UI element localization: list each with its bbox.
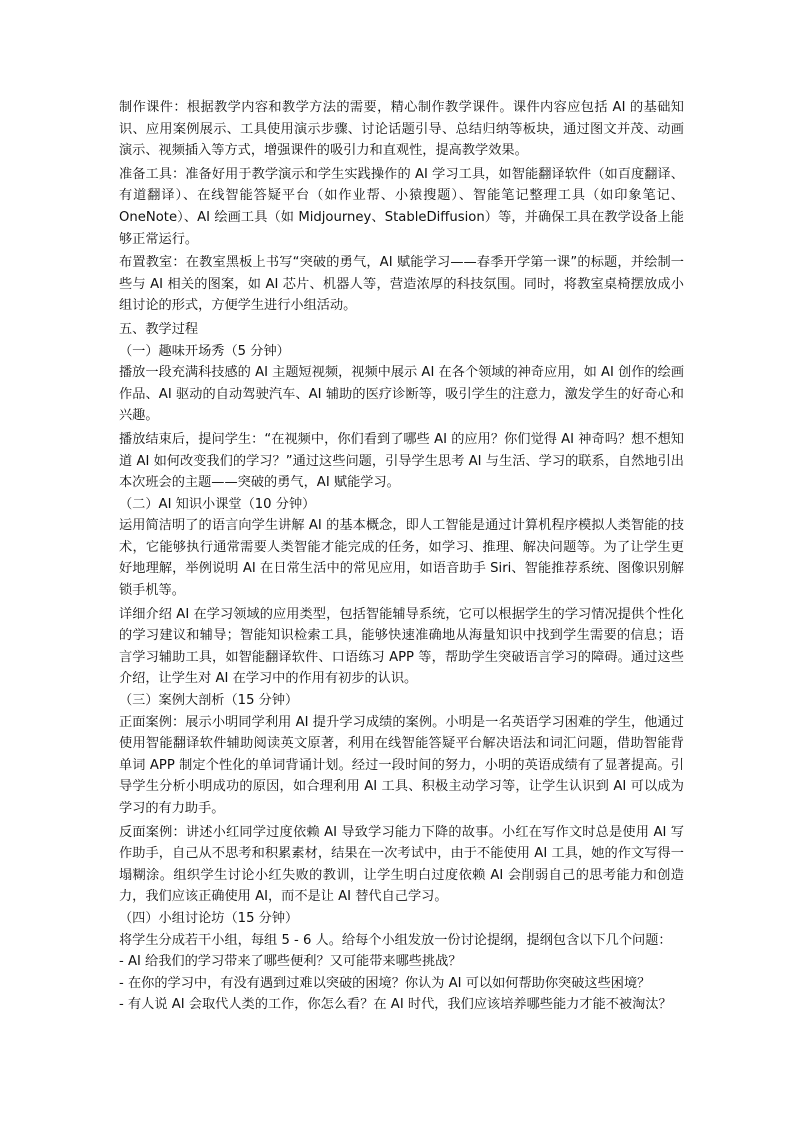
paragraph-tools: 准备工具：准备好用于教学演示和学生实践操作的 AI 学习工具，如智能翻译软件（如百度翻译、有道翻译）、在线智能答疑平台（如作业帮、小猿搜题）、智能笔记整理工具（如印象笔记、OneNote）、AI 绘画工具（如 Midjourney、StableDiffusion）等，并确保工具在教学设备上能够正常运行。 [119, 166, 684, 247]
paragraph-grouping: 将学生分成若干小组，每组 5 - 6 人。给每个小组发放一份讨论提纲，提纲包含以下几个问题： [119, 932, 672, 948]
section-heading-teaching-process: 五、教学过程 [119, 321, 199, 337]
list-item: - 有人说 AI 会取代人类的工作，你怎么看？在 AI 时代，我们应该培养哪些能力才能不被淘汰？ [119, 997, 672, 1013]
paragraph-classroom: 布置教室：在教室黑板上书写“突破的勇气，AI 赋能学习——春季开学第一课”的标题，并绘制一些与 AI 相关的图案，如 AI 芯片、机器人等，营造浓厚的科技氛围。同时，将教室桌椅摆放成小组讨论的形式，方便学生进行小组活动。 [119, 255, 684, 314]
list-item: - AI 给我们的学习带来了哪些便利？又可能带来哪些挑战？ [119, 954, 462, 970]
list-item: - 在你的学习中，有没有遇到过难以突破的困境？你认为 AI 可以如何帮助你突破这些困境？ [119, 975, 651, 991]
paragraph-positive-case: 正面案例：展示小明同学利用 AI 提升学习成绩的案例。小明是一名英语学习困难的学生，他通过使用智能翻译软件辅助阅读英文原著，利用在线智能答疑平台解决语法和词汇问题，借助智能背单词 APP 制定个性化的单词背诵计划。经过一段时间的努力，小明的英语成绩有了显著提高。引导学生分析小明成功的原因，如合理利用 AI 工具、积极主动学习等，让学生认识到 AI 可以成为学习的有力助手。 [119, 714, 684, 816]
subheading-knowledge: （二）AI 知识小课堂（10 分钟） [119, 496, 316, 512]
paragraph-video: 播放一段充满科技感的 AI 主题短视频，视频中展示 AI 在各个领域的神奇应用，如 AI 创作的绘画作品、AI 驱动的自动驾驶汽车、AI 辅助的医疗诊断等，吸引学生的注意力，激发学生的好奇心和兴趣。 [119, 365, 685, 424]
paragraph-courseware: 制作课件：根据教学内容和教学方法的需要，精心制作教学课件。课件内容应包括 AI 的基础知识、应用案例展示、工具使用演示步骤、讨论话题引导、总结归纳等板块，通过图文并茂、动画演示、视频插入等方式，增强课件的吸引力和直观性，提高教学效果。 [119, 100, 684, 159]
paragraph-ai-concept: 运用简洁明了的语言向学生讲解 AI 的基本概念，即人工智能是通过计算机程序模拟人类智能的技术，它能够执行通常需要人类智能才能完成的任务，如学习、推理、解决问题等。为了让学生更好地理解，举例说明 AI 在日常生活中的常见应用，如语音助手 Siri、智能推荐系统、图像识别解锁手机等。 [119, 518, 684, 599]
document-body [119, 97, 684, 1016]
paragraph-ai-applications: 详细介绍 AI 在学习领域的应用类型，包括智能辅导系统，它可以根据学生的学习情况提供个性化的学习建议和辅导；智能知识检索工具，能够快速准确地从海量知识中找到学生需要的信息；语言学习辅助工具，如智能翻译软件、口语练习 APP 等，帮助学生突破语言学习的障碍。通过这些介绍，让学生对 AI 在学习中的作用有初步的认识。 [119, 606, 684, 687]
subheading-cases: （三）案例大剖析（15 分钟） [119, 693, 299, 709]
subheading-discussion: （四）小组讨论坊（15 分钟） [119, 910, 299, 926]
subheading-opening: （一）趣味开场秀（5 分钟） [119, 343, 290, 359]
paragraph-question: 播放结束后，提问学生：“在视频中，你们看到了哪些 AI 的应用？你们觉得 AI 神奇吗？想不想知道 AI 如何改变我们的学习？”通过这些问题，引导学生思考 AI 与生活、学习的联系，自然地引出本次班会的主题——突破的勇气，AI 赋能学习。 [119, 431, 684, 491]
paragraph-negative-case: 反面案例：讲述小红同学过度依赖 AI 导致学习能力下降的故事。小红在写作文时总是使用 AI 写作助手，自己从不思考和积累素材，结果在一次考试中，由于不能使用 AI 工具，她的作文写得一塌糊涂。组织学生讨论小红失败的教训，让学生明白过度依赖 AI 会削弱自己的思考能力和创造力，我们应该正确使用 AI，而不是让 AI 替代自己学习。 [119, 824, 684, 905]
